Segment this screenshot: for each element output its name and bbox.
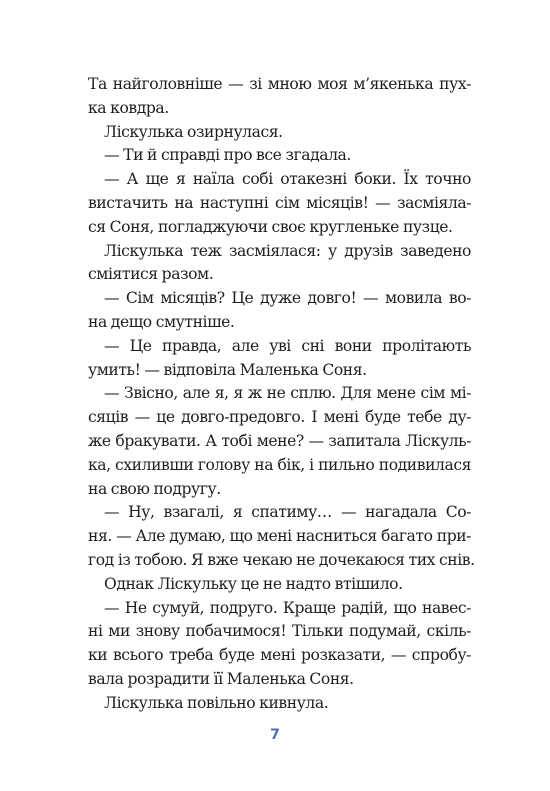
text-line: ні ми знову побачимося! Тільки подумай, скіль- xyxy=(88,622,471,641)
text-line: — Сім місяців? Це дуже довго! — мовила во- xyxy=(104,289,471,308)
page-number: 7 xyxy=(270,727,280,743)
text-line: ка ковдра. xyxy=(88,98,169,117)
text-line: ся Соня, погладжуючи своє кругленьке пузце. xyxy=(88,217,453,236)
paragraph xyxy=(88,382,471,501)
paragraph xyxy=(88,240,471,288)
text-line: — Ну, взагалі, я спатиму… — нагадала Со- xyxy=(104,503,471,522)
paragraph xyxy=(88,692,471,716)
text-line: — А ще я наїла собі отакезні боки. Їх точно xyxy=(104,170,471,189)
paragraph xyxy=(88,121,471,145)
text-line: — Не сумуй, подруго. Краще радій, що навес- xyxy=(104,598,471,617)
text-line: ки всього треба буде мені розказати, — спробу- xyxy=(88,646,471,665)
text-line: Ліскулька озирнулася. xyxy=(104,122,283,141)
paragraph xyxy=(88,335,471,383)
text-line: Ліскулька теж засміялася: у друзів заведено xyxy=(104,241,471,260)
paragraph xyxy=(88,573,471,597)
text-line: же бракувати. А тобі мене? — запитала Ліскуль- xyxy=(88,431,471,450)
text-line: вистачить на наступні сім місяців! — засміяла- xyxy=(88,193,471,212)
text-line: сяців — це довго-предовго. І мені буде тебе ду- xyxy=(88,408,471,427)
text-line: — Це правда, але уві сні вони пролітають xyxy=(104,336,471,355)
text-line: умить! — відповіла Маленька Соня. xyxy=(88,360,367,379)
text-line: — Ти й справді про все згадала. xyxy=(104,146,351,165)
text-line: Ліскулька повільно кивнула. xyxy=(104,693,329,712)
text-line: на дещо смутніше. xyxy=(88,312,235,331)
text-line: год із тобою. Я вже чекаю не дочекаюся тих снів. xyxy=(88,550,475,569)
text-line: ка, схиливши голову на бік, і пильно подивилася xyxy=(88,455,471,474)
paragraph xyxy=(88,501,475,572)
text-line: вала розрадити її Маленька Соня. xyxy=(88,669,354,688)
text-line: Та найголовніше — зі мною моя м’якенька пух- xyxy=(88,75,471,93)
paragraph xyxy=(88,144,471,168)
text-line: сміятися разом. xyxy=(88,265,214,284)
paragraph xyxy=(88,287,471,335)
text-line: на свою подругу. xyxy=(88,479,221,498)
paragraph xyxy=(88,73,471,121)
text-line: Однак Ліскульку це не надто втішило. xyxy=(104,574,403,593)
text-line: — Звісно, але я, я ж не сплю. Для мене сім мі- xyxy=(104,384,471,403)
page-text xyxy=(88,73,475,716)
paragraph xyxy=(88,168,471,239)
paragraph xyxy=(88,597,471,692)
text-line: ня. — Але думаю, що мені насниться багато при- xyxy=(88,527,471,546)
